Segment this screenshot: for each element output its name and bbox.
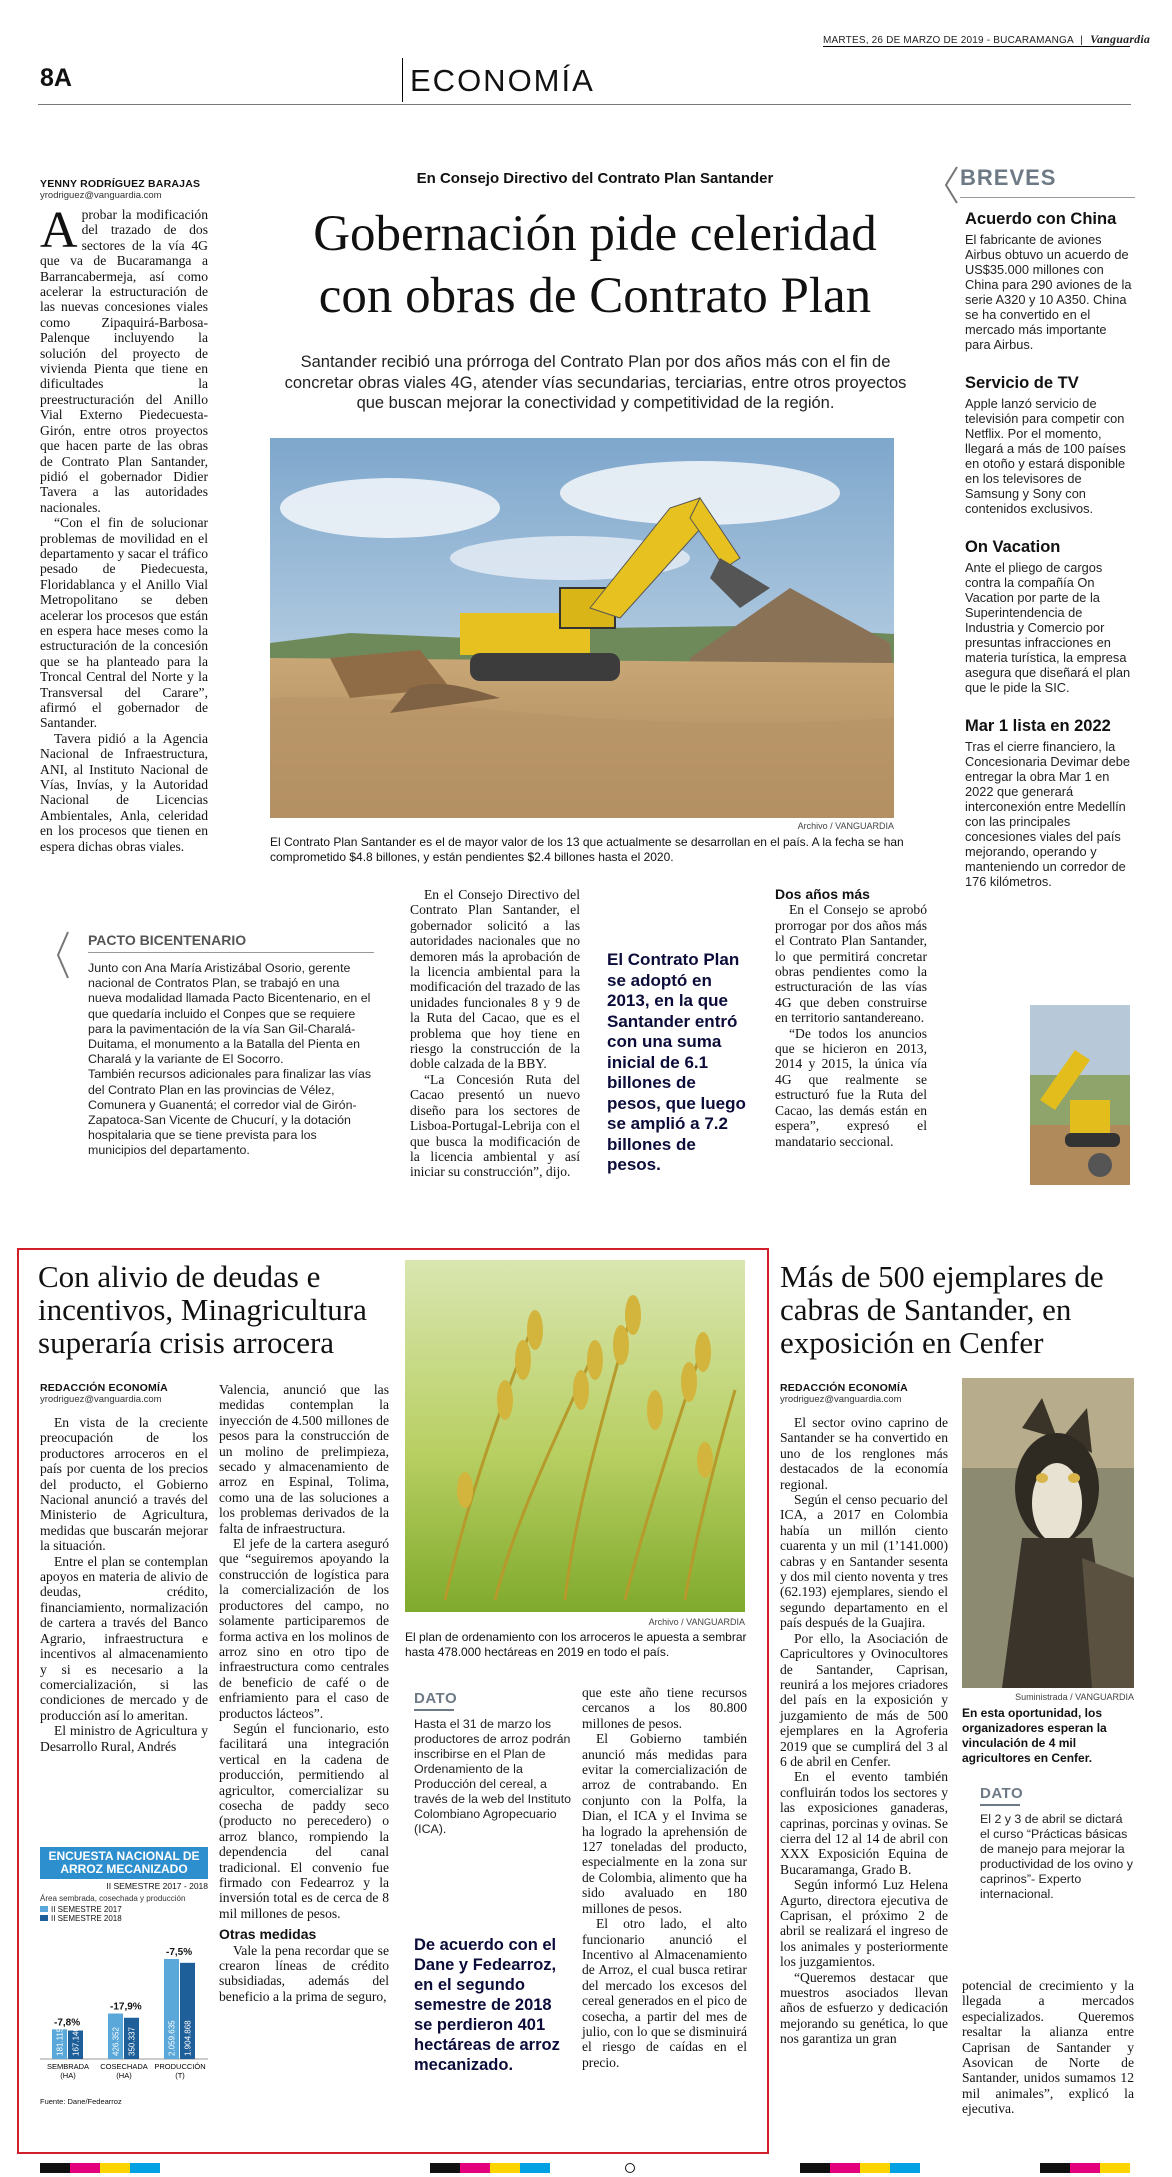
lead-col3-p1: En el Consejo se aprobó prorrogar por dos años más el Contrato Plan Santander, lo que permitirá concretar obras pendientes como la estructuración de las vías 4G que deben construirse en territorio santandereano.: [775, 902, 927, 1026]
cabras-dato-box: [980, 1785, 1134, 1902]
lead-photo-caption: El Contrato Plan Santander es el de mayor valor de los 13 que actualmente se desarrollan en el país. A la fecha se han comprometido $4.8 billones, y están pendientes $2.4 billones hasta el 2020.: [270, 835, 904, 864]
chart-source: Fuente: Dane/Fedearroz: [40, 2097, 122, 2106]
rice-photo: [405, 1260, 745, 1612]
cabras-col1-p4: En el evento también confluirán todos los sectores y las exposiciones ganaderas, caprinas, porcinas y ovinas. Se cierra del 12 al 14 de abril con XXX Exposición Equina de Bucaramanga, Grado B.: [780, 1769, 948, 1877]
chart-change-label: -7,5%: [166, 1947, 193, 1958]
breve-heading: Servicio de TV: [965, 374, 1079, 392]
chart-category-label: (T): [175, 2071, 185, 2080]
drop-cap: A: [40, 202, 78, 259]
lead-headline: [260, 203, 930, 327]
chart-category-label: PRODUCCIÓN: [154, 2062, 206, 2071]
breve-item: [965, 210, 1135, 352]
cabras-col1-p1: El sector ovino caprino de Santander se ha convertido en uno de los renglones más destacados de la economía regional.: [780, 1415, 948, 1492]
cabras-col1-p6: “Queremos destacar que muestros asociados llevan años de esfuerzo y dedicación mejorando su genética, lo que nos garantiza un gran: [780, 1969, 948, 2047]
chart-bar-label: 181.115: [55, 2027, 65, 2056]
pacto-title: PACTO BICENTENARIO: [88, 932, 247, 948]
dato-rule: [980, 1804, 1020, 1806]
header-divider: [402, 58, 403, 102]
cabras-column-1: [780, 1415, 948, 2047]
dato-text: El 2 y 3 de abril se dictará el curso “Prácticas básicas de manejo para mejorar la productividad de los ovino y caprinos”- Experto internacional.: [980, 1812, 1133, 1901]
lead-col3-p2: “De todos los anuncios que se hicieron en 2013, 2014 y 2015, la única vía 4G que realmente se estructuró fue la Ruta del Cacao, las demás están en espera”, expresó el mandatario seccional.: [775, 1025, 927, 1149]
cabras-col1-p2: Según el censo pecuario del ICA, a 2017 en Colombia había un millón ciento cuarenta y un mil (1’141.000) cabras y en Santander sesenta y dos mil ciento noventa y tres (62.193) ejemplares, siendo el segundo departamento en el país después de la Guajira.: [780, 1492, 948, 1631]
chart-plot: [40, 1919, 208, 2089]
byline-name: REDACCIÓN ECONOMÍA: [40, 1382, 168, 1394]
lead-column-2: [410, 887, 580, 1180]
dato-title: DATO: [414, 1690, 458, 1707]
print-registration-bar: [40, 2163, 1132, 2173]
chart-bar-label: 167.140: [71, 2027, 81, 2056]
arroz-col4-p1: que este año tiene recursos cercanos a los 80.800 millones de pesos.: [582, 1685, 747, 1731]
chart-note: Área sembrada, cosechada y producción: [40, 1894, 186, 1903]
page-number: 8A: [40, 64, 72, 92]
chart-bar-label: 1.904.868: [183, 2020, 193, 2056]
chart-header: [40, 1847, 208, 1879]
lead-col2-p1: En el Consejo Directivo del Contrato Plan Santander, el gobernador solicitó a las autoridades nacionales que no demoren más la aprobación de la licencia ambiental para la modificación del trazado de las unidades funcionales 8 y 9 de la Ruta del Cacao, que es el problema que hoy tiene en riesgo la construcción de la doble calzada de la BBY.: [410, 887, 580, 1072]
breve-heading: On Vacation: [965, 538, 1061, 556]
arroz-pull-quote: De acuerdo con el Dane y Fedearroz, en el segundo semestre de 2018 se perdieron 401 hectáreas de arroz mecanizado.: [414, 1936, 560, 2074]
byline-email: yrodriguez@vanguardia.com: [40, 190, 162, 201]
lead-column-3: [775, 887, 927, 1149]
legend-swatch-2017: [40, 1906, 48, 1912]
lead-col1-p3: Tavera pidió a la Agencia Nacional de Infraestructura, ANI, al Instituto Nacional de Vías, Invías, y la Autoridad Nacional de Licencias Ambientales, Anla, celeridad en los procesos que tienen en espera dichas obras viales.: [40, 730, 208, 854]
arroz-col2-p2: El jefe de la cartera aseguró que “seguiremos apoyando la construcción de logística para la comercialización de los productores del campo, no solamente participaremos de forma activa en los molinos de arroz sino en otro tipo de infraestructura como centrales de beneficio de café o de enfriamiento para el caso de productos lácteos”.: [219, 1536, 389, 1721]
header-top-rule: [823, 46, 1130, 47]
byline-name: YENNY RODRÍGUEZ BARAJAS: [40, 178, 201, 190]
excavator-photo: [270, 438, 894, 818]
breve-heading: Acuerdo con China: [965, 210, 1117, 228]
arroz-col2-p4: Vale la pena recordar que se crearon líneas de crédito subsidiadas, además del beneficio a la prima de seguro,: [219, 1942, 389, 2004]
cabras-col2-p1: potencial de crecimiento y la llegada a mercados especializados. Queremos resaltar la alianza entre Caprisan de Santander y Asovican de Norte de Santander, unidos sumamos 12 mil animales”, explicó la ejecutiva.: [962, 1978, 1134, 2117]
arroz-column-2: [219, 1382, 389, 2004]
rice-photo-credit: Archivo / VANGUARDIA: [648, 1617, 745, 1627]
arroz-headline: Con alivio de deudas e incentivos, Minagricultura superaría crisis arrocera: [38, 1259, 367, 1360]
byline-email: yrodriguez@vanguardia.com: [40, 1394, 162, 1405]
chart-change-label: -7,8%: [54, 2017, 81, 2029]
header-bottom-rule: [38, 104, 1131, 105]
arroz-col1-p3: El ministro de Agricultura y Desarrollo Rural, Andrés: [40, 1723, 208, 1754]
breves-photo: [1030, 1005, 1130, 1185]
headline-line-2: con obras de Contrato Plan: [318, 268, 872, 324]
breve-text: Tras el cierre financiero, la Concesionaria Devimar debe entregar la obra Mar 1 en 2022 que generará interconexión entre Medellín con las principales concesiones viales del país mejorando, operando y manteniendo un corredor de 176 kilómetros.: [965, 739, 1131, 889]
headline-line-1: Gobernación pide celeridad: [313, 206, 877, 262]
dato-title: DATO: [980, 1785, 1024, 1802]
legend-label-2018: II SEMESTRE 2018: [51, 1914, 122, 1923]
arroz-col1-p1: En vista de la creciente preocupación de los productores arroceros en el país por cuenta de los precios del producto, el Gobierno Nacional anunció a través del Ministerio de Agricultura, medidas que buscarán mejorar la situación.: [40, 1415, 208, 1554]
lead-photo-credit: Archivo / VANGUARDIA: [797, 821, 894, 831]
breve-heading: Mar 1 lista en 2022: [965, 717, 1111, 735]
dato-text: Hasta el 31 de marzo los productores de arroz podrán inscribirse en el Plan de Ordenamiento de la Producción del cereal, a través de la web del Instituto Colombiano Agropecuario (ICA).: [414, 1717, 572, 1836]
arroz-column-1: [40, 1415, 208, 1754]
chart-bar-label: 350.337: [127, 2027, 137, 2056]
chart-category-label: SEMBRADA: [46, 2062, 90, 2071]
pacto-bracket-icon: [56, 930, 70, 980]
chart-category-label: COSECHADA: [100, 2062, 148, 2071]
lead-col1-p2: “Con el fin de solucionar problemas de movilidad en el departamento y sacar el tráfico pesado de Piedecuesta, Floridablanca y el Anillo Vial Metropolitano se deben acelerar los procesos que están en espera hace meses como la estructuración de la concesión que se ha planteado para la Troncal Central del Norte y la Transversal del Carare”, afirmó el gobernador de Santander.: [40, 515, 208, 731]
section-title: ECONOMÍA: [410, 63, 595, 98]
chart-change-label: -17,9%: [110, 2001, 142, 2013]
goat-photo: [962, 1378, 1134, 1688]
arroz-col2-subhead: Otras medidas: [219, 1926, 317, 1943]
breve-text: El fabricante de aviones Airbus obtuvo un acuerdo de US$35.000 millones con China para 290 aviones de la serie A320 y 10 A350. China se ha convertido en el mercado más importante para Airbus.: [965, 232, 1132, 352]
byline-name: REDACCIÓN ECONOMÍA: [780, 1382, 908, 1394]
lead-col3-subhead: Dos años más: [775, 886, 870, 902]
chart-category-label: (HA): [60, 2071, 76, 2080]
cabras-column-2: [962, 1978, 1134, 2117]
pacto-rule: [88, 952, 374, 953]
pacto-p1: Junto con Ana María Aristizábal Osorio, gerente nacional de Contratos Plan, se trabajó en una nueva modalidad llamada Pacto Bicentenario, en el que quedaría incluido el Conpes que se requiere para la pavimentación de la vía San Gil-Charalá-Duitama, el monumento a la Batalla del Pienta en Charalá y la variante de El Socorro.: [88, 961, 371, 1067]
breves-rule: [960, 197, 1135, 198]
arroz-column-4: [582, 1685, 747, 2070]
chart-bar-label: 2.059.635: [167, 2020, 177, 2056]
cabras-col1-p3: Por ello, la Asociación de Capricultores y Ovinocultores de Santander, Caprisan, reunirá a los mejores criadores del país en la exposición y juzgamiento de más de 500 ejemplares en la Agroferia 2019 que se cumplirá del 3 al 6 de abril en Cenfer.: [780, 1630, 948, 1769]
goat-photo-credit: Suministrada / VANGUARDIA: [1015, 1692, 1134, 1702]
chart-category-label: (HA): [116, 2071, 132, 2080]
breve-item: [965, 717, 1135, 889]
lead-byline: [40, 178, 210, 201]
lead-pull-quote: El Contrato Plan se adoptó en 2013, en la que Santander entró con una suma inicial de 6.1 billones de pesos, que luego se amplió a 7.2 billones de pesos.: [607, 950, 746, 1174]
legend-item-2017: [40, 1905, 208, 1914]
chart-title: ENCUESTA NACIONAL DE ARROZ MECANIZADO: [48, 1849, 200, 1876]
byline-email: yrodriguez@vanguardia.com: [780, 1394, 902, 1405]
lead-kicker: En Consejo Directivo del Contrato Plan Santander: [416, 170, 774, 187]
lead-col1-p1: probar la modificación del trazado de dos sectores de la vía 4G que va de Bucaramanga a Barrancabermeja, así como acelerar la estructuración de las nuevas concesiones viales como Zipaquirá-Barbosa-Palenque incluyendo la solución del proyecto de vivienda Pienta que tiene en dificultades la preestructuración del Anillo Vial Externo Piedecuesta-Girón, entre otros proyectos que hacen parte de las obras de Contrato Plan Santander, pidió el gobernador Didier Tavera a las autoridades nacionales.: [40, 207, 208, 515]
legend-label-2017: II SEMESTRE 2017: [51, 1905, 122, 1914]
arroz-chart: [40, 1847, 208, 2109]
pacto-box: [78, 932, 374, 1159]
chart-subtitle: II SEMESTRE 2017 - 2018: [106, 1881, 208, 1891]
arroz-col2-p1: Valencia, anunció que las medidas contemplan la inyección de 4.500 millones de pesos para la construcción de un molino de prelimpieza, secado y almacenamiento de arroz en Espinal, Tolima, como una de las soluciones a los problemas derivados de la falta de infraestructura.: [219, 1382, 389, 1536]
cabras-col1-p5: Según informó Luz Helena Agurto, directora ejecutiva de Caprisan, el próximo 2 de abril se realizará el ingreso de los animales y posteriormente los juzgamientos.: [780, 1877, 948, 1970]
goat-photo-caption: En esta oportunidad, los organizadores esperan la vinculación de 4 mil agricultores en Cenfer.: [962, 1706, 1107, 1765]
arroz-col2-p3: Según el funcionario, esto facilitará una integración vertical en la cadena de producción, permitiendo al agricultor, comercializar su cosecha de paddy seco (producto no perecedero) o arroz blanco, rompiendo la dependencia del canal tradicional. El convenio fue firmado con Fedearroz y la inversión total es de cerca de 8 mil millones de pesos.: [219, 1720, 389, 1921]
breve-text: Apple lanzó servicio de televisión para competir con Netflix. Por el momento, llegará a más de 100 países en otoño y estará disponible en los televisores de Samsung y Sony con contenidos exclusivos.: [965, 396, 1126, 516]
arroz-col4-p2: El Gobierno también anunció más medidas para evitar la comercialización de arroz de contrabando. En conjunto con la Polfa, la Dian, el ICA y el Invima se ha logrado la aprehensión de 127 toneladas del producto, especialmente en la zona sur de Colombia, alimento que ha sido avaluado en 180 millones de pesos.: [582, 1731, 747, 1916]
arroz-byline: [40, 1382, 210, 1405]
cabras-byline: [780, 1382, 950, 1405]
brand-logo: Vanguardia: [1090, 32, 1151, 46]
cabras-headline: Más de 500 ejemplares de cabras de Santander, en exposición en Cenfer: [780, 1259, 1104, 1360]
breve-item: [965, 538, 1135, 695]
dateline-text: MARTES, 26 DE MARZO DE 2019 - BUCARAMANGA: [823, 35, 1074, 46]
breve-item: [965, 374, 1135, 516]
breves-title: BREVES: [960, 165, 1057, 190]
dato-rule: [414, 1709, 454, 1711]
arroz-col4-p3: El otro lado, el alto funcionario anunció el Incentivo al Almacenamiento de Arroz, el cual busca retirar del mercado los excesos del cereal generados en el pico de cosecha, a partir del mes de julio, con lo que se disminuirá el riesgo de caídas en el precio.: [582, 1916, 747, 2070]
lead-column-1: [40, 202, 208, 854]
rice-photo-caption: El plan de ordenamiento con los arroceros le apuesta a sembrar hasta 478.000 hectáreas en 2019 en todo el país.: [405, 1630, 747, 1659]
arroz-col1-p2: Entre el plan se contemplan apoyos en materia de alivio de deudas, crédito, financiamiento, normalización de cartera a través del Banco Agrario, infraestructura e incentivos al almacenamiento y si es necesario a la comercialización, si las condiciones de mercado y de producción así lo ameritan.: [40, 1553, 208, 1723]
lead-deck: Santander recibió una prórroga del Contrato Plan por dos años más con el fin de concretar obras viales 4G, atender vías secundarias, terciarias, entre otros proyectos que buscan mejorar la conectividad y competitividad de la región.: [284, 353, 907, 412]
breve-text: Ante el pliego de cargos contra la compañía On Vacation por parte de la Superintendencia de Industria y Comercio por presuntas infracciones en materia turística, la empresa asegura que diseñará el plan que le pide la SIC.: [965, 560, 1131, 695]
breves-sidebar: [960, 165, 1135, 889]
lead-col2-p2: “La Concesión Ruta del Cacao presentó un nuevo diseño para los sectores de Lisboa-Portugal-Lebrija con el que busca la modificación de la licencia ambiental y así iniciar su construcción”, dijo.: [410, 1071, 580, 1180]
breves-bracket-icon: [943, 165, 959, 205]
chart-bar-label: 426.352: [111, 2027, 121, 2056]
dateline: MARTES, 26 DE MARZO DE 2019 - BUCARAMANGA | Vanguardia: [823, 32, 1151, 46]
arroz-dato-box: [414, 1690, 574, 1837]
pacto-p2: También recursos adicionales para finalizar las vías del Contrato Plan en las provincias de Vélez, Comunera y Guanentá; el corredor vial de Girón-Zapatoca-San Vicente de Chucurí, y la dotación hospitalaria que se tiene prevista para los municipios del departamento.: [88, 1067, 372, 1158]
